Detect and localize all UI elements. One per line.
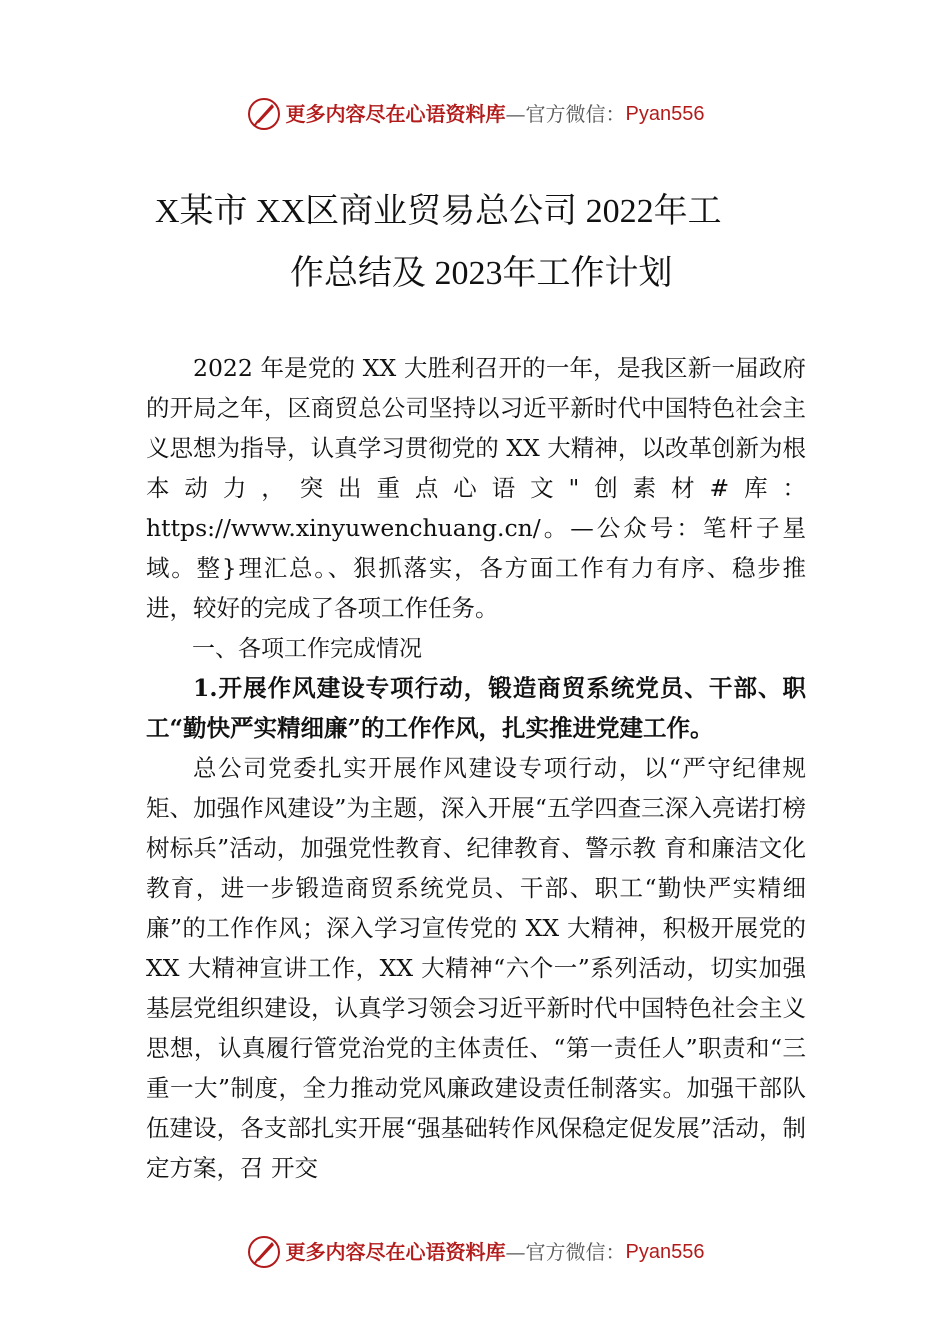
banner-wechat-label: 官方微信：: [525, 1240, 626, 1264]
quill-pen-logo-icon: [246, 96, 282, 132]
banner-wechat-id: Pyan556: [625, 103, 705, 125]
banner-brand: 更多内容尽在心语资料库: [285, 102, 506, 126]
header-banner: [0, 94, 950, 134]
quill-pen-logo-icon: [246, 1234, 282, 1270]
section-heading: 一、各项工作完成情况: [192, 635, 422, 661]
subsection-heading: 1.开展作风建设专项行动，锻造商贸系统党员、干部、职工“勤快严实精细廉”的工作作风，扎实推进党建工作。: [146, 674, 806, 742]
document-body: [146, 348, 806, 1188]
banner-wechat-id: Pyan556: [625, 1241, 705, 1263]
banner-sep: —: [505, 1240, 526, 1264]
body-paragraph: 总公司党委扎实开展作风建设专项行动，以“严守纪律规矩、加强作风建设”为主题，深入开展“五学四查三深入亮诺打榜树标兵”活动，加强党性教育、纪律教育、警示教 育和廉洁文化教育，进一步锻造商贸系统党员、干部、职工“勤快严实精细廉”的工作作风；深入学习宣传党的 XX 大精神，积极开展党的 XX 大精神宣讲工作，XX 大精神“六个一”系列活动，切实加强基层党组织建设，认真学习领会习近平新时代中国特色社会主义思想，认真履行管党治党的主体责任、“第一责任人”职责和“三重一大”制度，全力推动党风廉政建设责任制落实。加强干部队伍建设，各支部扎实开展“强基础转作风保稳定促发展”活动，制定方案，召 开交: [146, 754, 806, 1182]
banner-wechat-label: 官方微信：: [525, 102, 626, 126]
document-title-line1: X某市 XX区商业贸易总公司 2022年工: [155, 193, 722, 230]
banner-sep: —: [505, 102, 526, 126]
document-title-line2: 作总结及 2023年工作计划: [290, 255, 673, 292]
intro-paragraph: 2022 年是党的 XX 大胜利召开的一年，是我区新一届政府的开局之年，区商贸总公司坚持以习近平新时代中国特色社会主义思想为指导，认真学习贯彻党的 XX 大精神，以改革创新为根本动力，突出重点心语文"创素材#库：https://www.xinyuwenchuang.cn/。—公众号：笔杆子星域。整}理汇总。、狠抓落实，各方面工作有力有序、稳步推进，较好的完成了各项工作任务。: [146, 354, 806, 622]
footer-banner: [0, 1232, 950, 1272]
banner-brand: 更多内容尽在心语资料库: [285, 1240, 506, 1264]
